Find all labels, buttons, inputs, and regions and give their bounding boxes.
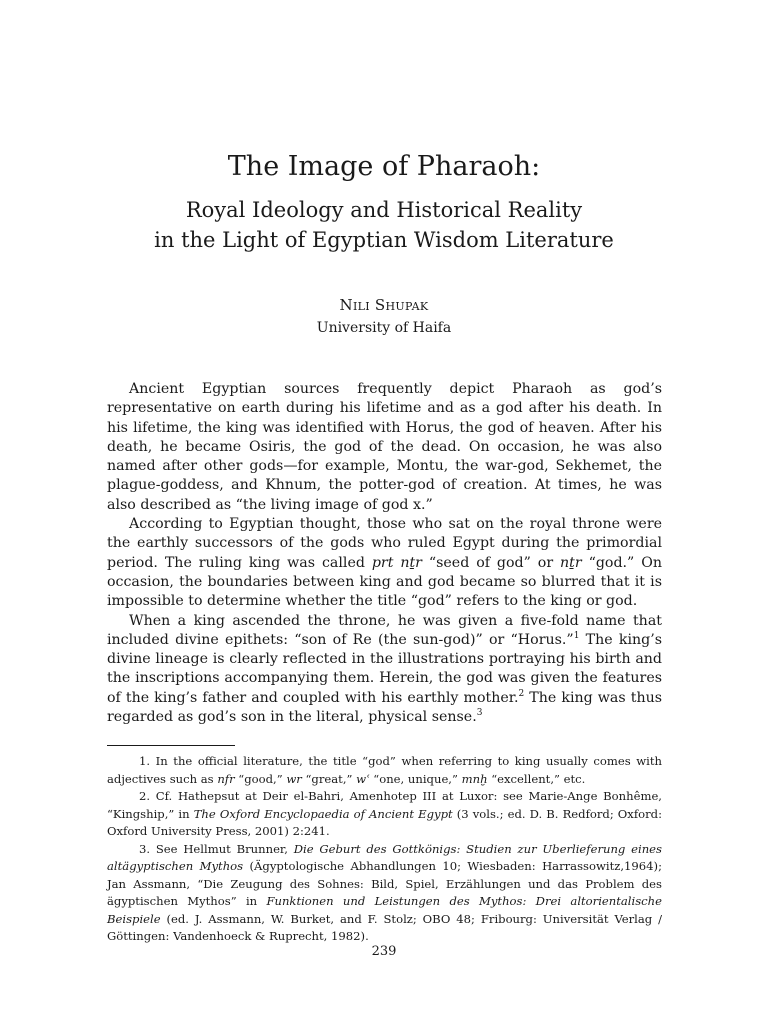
text-run: 2. Cf. Hathepsut at Deir el-Bahri, Amenhotep III at Luxor: see Marie-Ange Bonhême, “Kingship,” in bbox=[107, 789, 662, 821]
text-run: 3. See Hellmut Brunner, bbox=[139, 841, 294, 856]
transliteration: prt nṯr bbox=[371, 554, 422, 571]
transliteration: nṯr bbox=[560, 554, 582, 571]
footnote-ref-3[interactable]: 3 bbox=[476, 708, 483, 719]
text-run: When a king ascended the throne, he was given a five-fold name that included divine epithets: “son of Re (the sun-god)” or “Horus.” bbox=[107, 612, 662, 648]
footnote-ref-2[interactable]: 2 bbox=[518, 688, 525, 699]
footnotes bbox=[107, 753, 662, 946]
subtitle-line-1: Royal Ideology and Historical Reality bbox=[185, 198, 583, 222]
transliteration: wr bbox=[286, 771, 302, 786]
cited-title: Die Geburt des Gottkönigs: Studien zur Uberlieferung eines altägyptischen Mythos bbox=[107, 841, 662, 873]
footnote-ref-1[interactable]: 1 bbox=[573, 630, 580, 641]
article-title: The Image of Pharaoh: bbox=[227, 151, 541, 182]
footnote-rule bbox=[107, 745, 235, 746]
footnote-3 bbox=[107, 841, 662, 946]
footnote-1 bbox=[107, 753, 662, 788]
paragraph-2 bbox=[107, 515, 662, 611]
transliteration: nfr bbox=[217, 771, 235, 786]
author-name: Nili Shupak bbox=[339, 296, 429, 314]
text-run: (Ägyptologische Abhandlungen 10; Wiesbaden: Harrassowitz,1964); Jan Assmann, “Die Zeugung des Sohnes: Bild, Spiel, Erzählungen und das Problem des ägyptischen Mythos” in bbox=[107, 859, 662, 908]
transliteration: mnḫ bbox=[461, 771, 488, 786]
text-run: The king was thus regarded as god’s son in the literal, physical sense. bbox=[107, 689, 663, 726]
article-subtitle bbox=[0, 195, 768, 255]
cited-title: The Oxford Encyclopaedia of Ancient Egypt bbox=[193, 806, 453, 821]
paragraph-3 bbox=[107, 612, 662, 728]
text-run: According to Egyptian thought, those who sat on the royal throne were the earthly successors of the gods who ruled Egypt during the primordial period. The ruling king was called bbox=[107, 516, 662, 571]
text-run: The king’s divine lineage is clearly reflected in the illustrations portraying his birth and the inscriptions accompanying them. Herein, the god was given the features of the king’s father and coupled with his earthly mother. bbox=[107, 631, 662, 706]
author-affiliation: University of Haifa bbox=[316, 320, 452, 336]
body-text bbox=[107, 380, 662, 727]
text-run: “seed of god” or bbox=[421, 554, 561, 571]
subtitle-line-2: in the Light of Egyptian Wisdom Literature bbox=[154, 228, 614, 252]
text-run: “good,” bbox=[234, 771, 287, 786]
text-run: (3 vols.; ed. D. B. Redford; Oxford: Oxford University Press, 2001) 2:241. bbox=[107, 806, 662, 838]
text-run: (ed. J. Assmann, W. Burket, and F. Stolz; OBO 48; Fribourg: Universität Verlag / Göttingen: Vandenhoeck & Ruprecht, 1982). bbox=[107, 911, 662, 943]
text-run: “god.” On occasion, the boundaries between king and god became so blurred that it is impossible to determine whether the title “god” refers to the king or god. bbox=[107, 554, 662, 610]
text-run: “excellent,” etc. bbox=[487, 771, 586, 786]
text-run: 1. In the official literature, the title “god” when referring to king usually comes with adjectives such as bbox=[107, 754, 662, 786]
transliteration: wʿ bbox=[356, 771, 370, 786]
cited-title: Funktionen und Leistungen des Mythos: Drei altorientalische Beispiele bbox=[107, 894, 662, 926]
page-number: 239 bbox=[371, 944, 397, 959]
footnote-2 bbox=[107, 788, 662, 841]
text-run: “one, unique,” bbox=[369, 771, 462, 786]
text-run: “great,” bbox=[301, 771, 357, 786]
paragraph-1: Ancient Egyptian sources frequently depict Pharaoh as god’s representative on earth during his lifetime and as a god after his death. In his lifetime, the king was identified with Horus, the god of heaven. After his death, he became Osiris, the god of the dead. On occasion, he was also named after other gods—for example, Montu, the war-god, Sekhemet, the plague-goddess, and Khnum, the potter-god of creation. At times, he was also described as “the living image of god x.” bbox=[107, 381, 662, 513]
